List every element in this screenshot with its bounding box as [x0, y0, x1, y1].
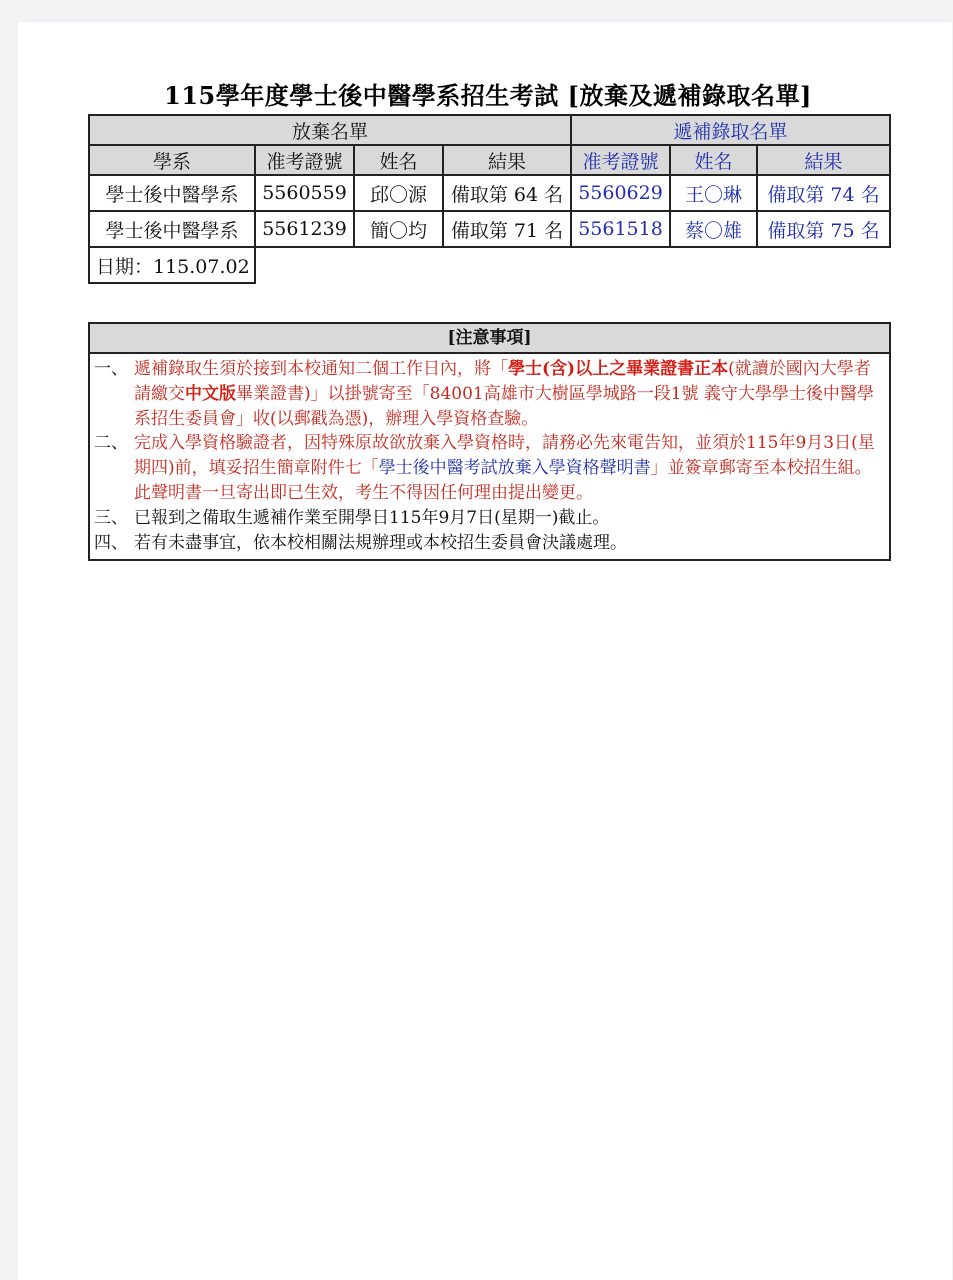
- note-4-text: 若有未盡事宜，依本校相關法規辦理或本校招生委員會決議處理。: [134, 532, 627, 553]
- fill-group-header: 遞補錄取名單: [571, 115, 890, 145]
- column-header-row: [89, 145, 890, 175]
- giveup-group-header: 放棄名單: [89, 115, 571, 145]
- note-number: 四、: [94, 532, 128, 553]
- notes-heading: [注意事項]: [90, 324, 889, 354]
- fill-result-cell: 備取第 74 名: [757, 175, 890, 211]
- fill-id-cell: 5560629: [571, 175, 670, 211]
- giveup-name-cell: 邱〇源: [354, 175, 443, 211]
- note-1-emphasis-chinese: 中文版: [185, 383, 236, 404]
- giveup-result-cell: 備取第 64 名: [443, 175, 571, 211]
- fill-name-cell: 蔡〇雄: [670, 211, 757, 247]
- note-2-text-a: 完成入學資格驗證者，因特殊原故欲放棄入學資格時，請務必先來電告知，並須於115年9月3日(星期四)前，填妥招生簡章附件七「: [134, 433, 875, 479]
- note-number: 二、: [94, 433, 128, 454]
- announcement-date: 日期：115.07.02: [89, 247, 255, 283]
- dept-cell: 學士後中醫學系: [89, 211, 255, 247]
- fill-result-cell: 備取第 75 名: [757, 211, 890, 247]
- col-header-giveup-id: 准考證號: [255, 145, 354, 175]
- date-row: [89, 247, 890, 283]
- fill-id-cell: 5561518: [571, 211, 670, 247]
- note-item-2: [94, 431, 883, 505]
- fill-name-cell: 王〇琳: [670, 175, 757, 211]
- note-1-text-a: 遞補錄取生須於接到本校通知二個工作日內，將「: [134, 359, 508, 379]
- note-1-text-c: 畢業證書)」以掛號寄至「84001高雄市大樹區學城路一段1號 義守大學學士後中醫學系招生委員會」收(以郵戳為憑)，辦理入學資格查驗。: [134, 383, 874, 429]
- col-header-giveup-result: 結果: [443, 145, 571, 175]
- note-2-form-name: 學士後中醫考試放棄入學資格聲明書: [378, 458, 651, 479]
- admission-table: [88, 114, 891, 284]
- note-number: 一、: [94, 359, 128, 379]
- col-header-fill-result: 結果: [757, 145, 890, 175]
- empty-cell: [255, 247, 890, 283]
- group-header-row: [89, 115, 890, 145]
- note-1-text-b: (就讀於國內大學者請繳交: [134, 359, 871, 404]
- col-header-fill-name: 姓名: [670, 145, 757, 175]
- note-item-3: [94, 506, 883, 531]
- notes-box: [88, 322, 891, 561]
- note-1-emphasis-certificate: 學士(含)以上之畢業證書正本: [508, 359, 729, 379]
- note-item-4: [94, 531, 883, 556]
- note-number: 三、: [94, 507, 128, 528]
- page-title: 115學年度學士後中醫學系招生考試 [放棄及遞補錄取名單]: [164, 81, 812, 110]
- note-item-1: [94, 357, 883, 431]
- table-row: [89, 175, 890, 211]
- giveup-id-cell: 5561239: [255, 211, 354, 247]
- note-3-text: 已報到之備取生遞補作業至開學日115年9月7日(星期一)截止。: [134, 507, 610, 528]
- col-header-fill-id: 准考證號: [571, 145, 670, 175]
- table-row: [89, 211, 890, 247]
- col-header-giveup-name: 姓名: [354, 145, 443, 175]
- notes-body: [90, 354, 889, 559]
- note-2-text-b: 」並簽章郵寄至本校招生組。此聲明書一旦寄出即已生效，考生不得因任何理由提出變更。: [134, 458, 872, 503]
- giveup-id-cell: 5560559: [255, 175, 354, 211]
- col-header-dept: 學系: [89, 145, 255, 175]
- giveup-name-cell: 簡〇均: [354, 211, 443, 247]
- dept-cell: 學士後中醫學系: [89, 175, 255, 211]
- giveup-result-cell: 備取第 71 名: [443, 211, 571, 247]
